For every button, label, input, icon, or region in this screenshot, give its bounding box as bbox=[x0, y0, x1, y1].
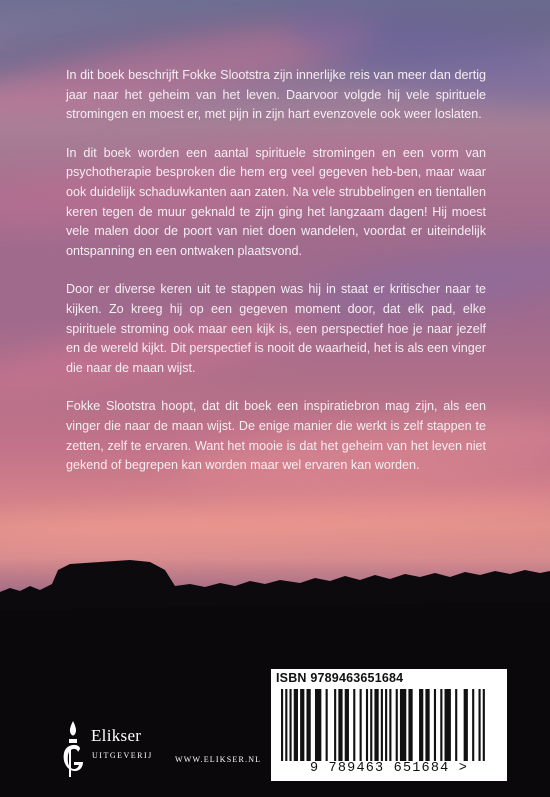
blurb-paragraph-3: Door er diverse keren uit te stappen was hij in staat er kritischer naar te kijken. Zo kreeg hij op een gegeven moment door, dat elk pad, elke spirituele stroming ook maar een kijk is, een perspectief hoe je naar jezelf en de wereld kijkt. Dit perspectief is nooit de waarheid, het is als een vinger die naar de maan wijst. bbox=[66, 282, 486, 375]
barcode-bar bbox=[345, 689, 349, 761]
barcode-bar bbox=[360, 689, 362, 761]
barcode-bar bbox=[419, 689, 423, 761]
isbn-label: ISBN 9789463651684 bbox=[276, 671, 404, 685]
barcode-bar bbox=[483, 689, 485, 761]
barcode-bar bbox=[440, 689, 442, 761]
isbn-barcode-panel bbox=[271, 669, 507, 781]
barcode-bar bbox=[300, 689, 304, 761]
barcode-bar bbox=[334, 689, 336, 761]
barcode-bar bbox=[289, 689, 291, 761]
publisher-name: Elikser bbox=[91, 726, 142, 745]
blurb-paragraph-1: In dit boek beschrijft Fokke Slootstra zijn innerlijke reis van meer dan dertig jaar naar het geheim van het leven. Daarvoor volgde hij vele spirituele stromingen en moest er, met pijn in zijn hart evenzovele ook weer loslaten. bbox=[66, 68, 486, 122]
barcode-bar bbox=[455, 689, 457, 761]
publisher-subtitle: UITGEVERIJ bbox=[92, 751, 153, 760]
barcode-bar bbox=[370, 689, 372, 761]
barcode-bar bbox=[400, 689, 406, 761]
candle-icon bbox=[58, 719, 88, 779]
barcode-bar bbox=[464, 689, 468, 761]
barcode-bar bbox=[353, 689, 355, 761]
barcode-bar bbox=[326, 689, 328, 761]
publisher-website: WWW.ELIKSER.NL bbox=[175, 755, 262, 764]
barcode-bar bbox=[389, 689, 391, 761]
barcode-digits: 9 789463 651684 > bbox=[309, 761, 469, 776]
barcode-bar bbox=[425, 689, 429, 761]
barcode-bar bbox=[385, 689, 387, 761]
barcode-bar bbox=[294, 689, 298, 761]
blurb-paragraph-2: In dit boek worden een aantal spirituele stromingen en een vorm van psychotherapie besproken die hem erg veel gegeven heb-ben, maar waar ook duidelijk schaduwkanten aan zaten. Na vele strubbelingen en tientallen keren tegen de muur geknald te zijn ging het langzaam dagen! Hij moest vele malen door de poort van niet doen wandelen, voordat er uiteindelijk ontspanning en een ontwaken plaatsvond. bbox=[66, 145, 486, 258]
barcode-bar bbox=[315, 689, 321, 761]
barcode-bar bbox=[306, 689, 310, 761]
barcode-bar bbox=[472, 689, 474, 761]
barcode-bar bbox=[338, 689, 342, 761]
barcode-bar bbox=[374, 689, 378, 761]
barcode-bar bbox=[281, 689, 283, 761]
barcode-bar bbox=[479, 689, 481, 761]
barcode-bar bbox=[408, 689, 412, 761]
barcode-bar bbox=[381, 689, 383, 761]
publisher-logo bbox=[58, 719, 198, 779]
barcode bbox=[281, 689, 487, 761]
barcode-bar bbox=[445, 689, 451, 761]
barcode-bar bbox=[285, 689, 287, 761]
barcode-bar bbox=[396, 689, 398, 761]
blurb-paragraph-4: Fokke Slootstra hoopt, dat dit boek een inspiratiebron mag zijn, als een vinger die naar de maan wijst. De enige manier die werkt is zelf stappen te zetten, zelf te ervaren. Want het mooie is dat het geheim van het leven niet gekend of begrepen kan worden maar wel ervaren kan worden. bbox=[66, 399, 486, 473]
barcode-bar bbox=[434, 689, 436, 761]
back-cover-blurb bbox=[66, 66, 486, 495]
barcode-bar bbox=[366, 689, 368, 761]
